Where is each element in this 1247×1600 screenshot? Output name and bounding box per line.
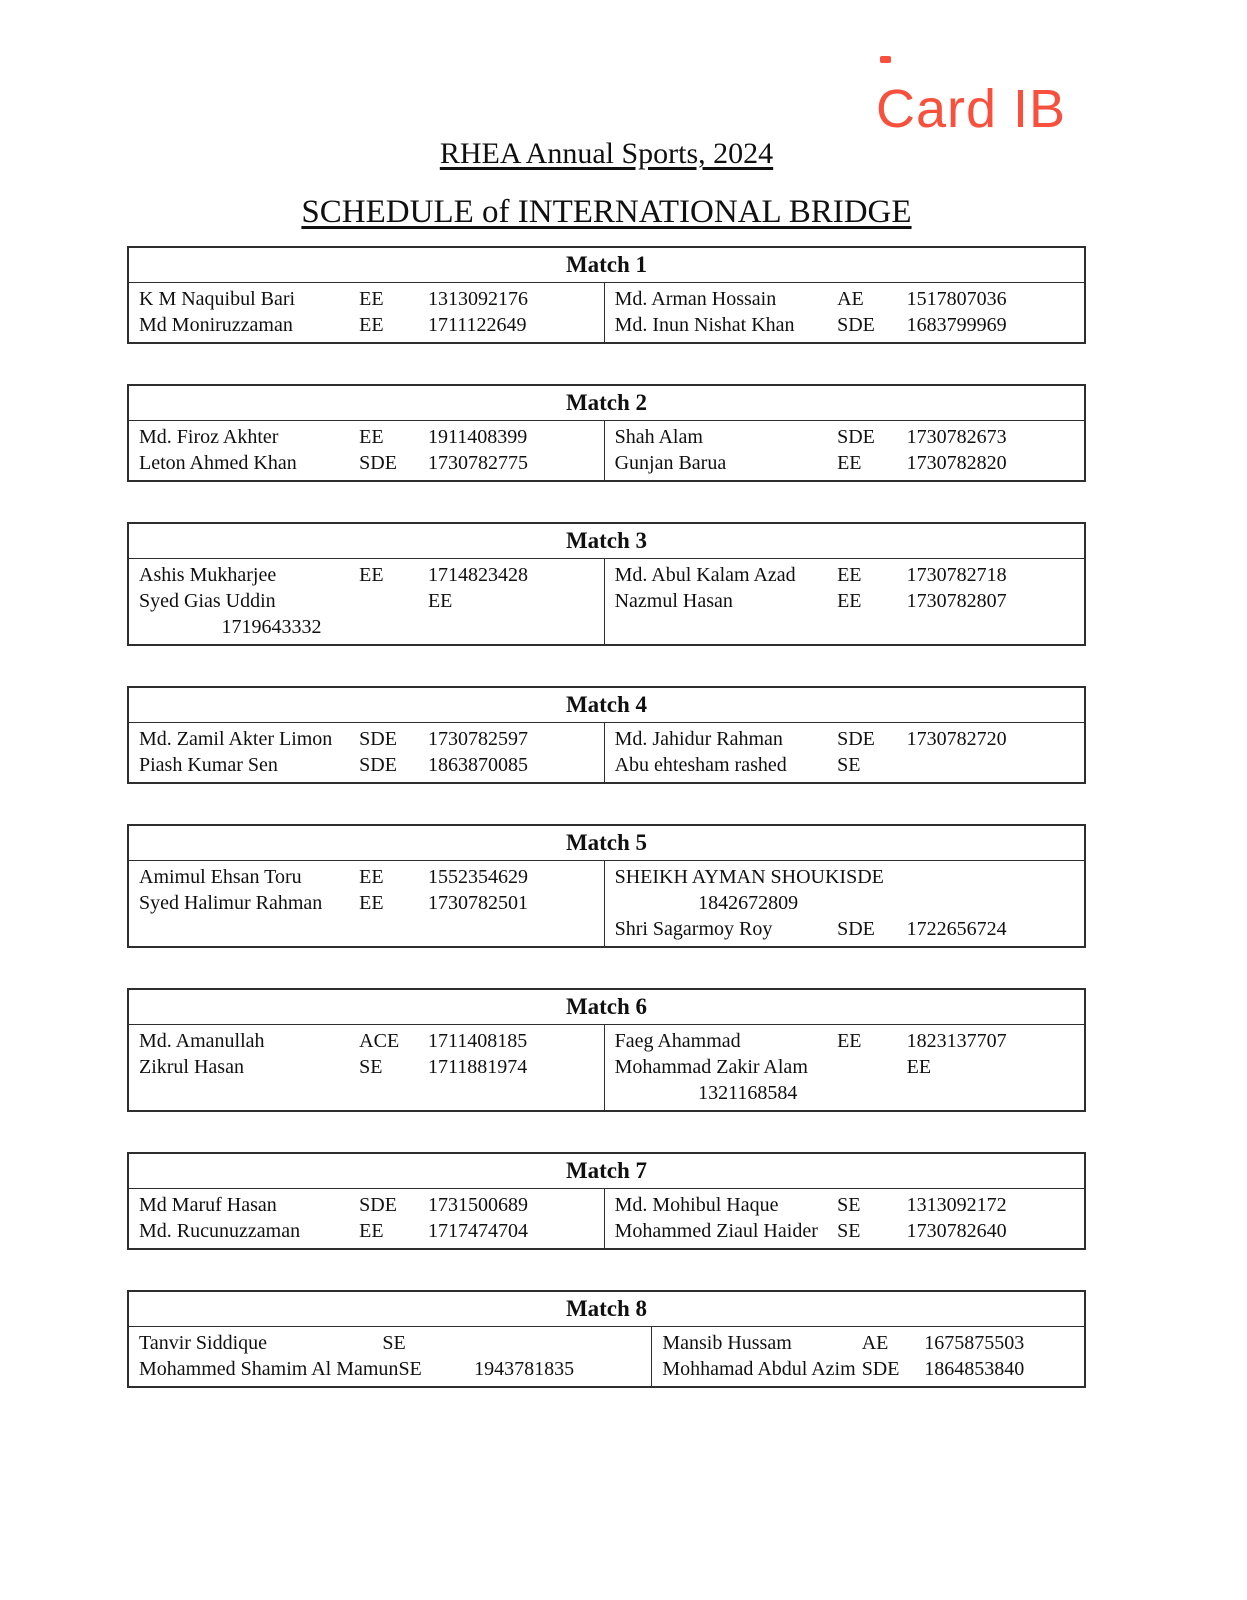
player-phone: 1722656724 bbox=[906, 918, 1007, 940]
player-name: Faeg Ahammad bbox=[614, 1030, 741, 1052]
team-left bbox=[129, 1189, 605, 1248]
player-designation: SDE bbox=[837, 426, 875, 448]
player-row bbox=[605, 890, 1084, 916]
player-name: Leton Ahmed Khan bbox=[139, 452, 297, 474]
match-section bbox=[127, 686, 1086, 784]
player-name: Abu ehtesham rashed bbox=[614, 754, 787, 776]
player-name: Mohammad Zakir Alam bbox=[614, 1056, 808, 1078]
player-designation: EE bbox=[359, 892, 384, 914]
player-designation: EE bbox=[837, 1030, 862, 1052]
player-phone: 1714823428 bbox=[427, 564, 528, 586]
player-name: K M Naquibul Bari bbox=[139, 288, 296, 310]
match-section bbox=[127, 384, 1086, 482]
player-row bbox=[129, 1218, 604, 1244]
player-designation: AE bbox=[861, 1332, 889, 1354]
player-phone: 1717474704 bbox=[427, 1220, 528, 1242]
match-section bbox=[127, 988, 1086, 1112]
team-left bbox=[129, 283, 605, 342]
player-designation: EE bbox=[359, 426, 384, 448]
player-phone: 1313092172 bbox=[906, 1194, 1007, 1216]
team-left bbox=[129, 559, 605, 644]
player-designation: SDE bbox=[837, 918, 875, 940]
player-row bbox=[129, 864, 604, 890]
player-designation: SDE bbox=[359, 754, 397, 776]
player-name: Md. Arman Hossain bbox=[614, 288, 777, 310]
match-title: Match 7 bbox=[129, 1154, 1084, 1189]
player-name: Mohammed Shamim Al Mamun bbox=[139, 1358, 399, 1380]
player-row bbox=[129, 1356, 651, 1382]
player-name: Md. Abul Kalam Azad bbox=[614, 564, 796, 586]
player-phone: 1911408399 bbox=[427, 426, 528, 448]
team-right bbox=[605, 421, 1084, 480]
player-phone: 1313092176 bbox=[427, 288, 528, 310]
match-body bbox=[129, 723, 1084, 782]
player-phone: 1730782820 bbox=[906, 452, 1007, 474]
player-phone: 1823137707 bbox=[906, 1030, 1007, 1052]
player-name: Md. Rucunuzzaman bbox=[139, 1220, 301, 1242]
player-designation: EE bbox=[359, 564, 384, 586]
player-row bbox=[129, 1054, 604, 1080]
player-name: Md. Jahidur Rahman bbox=[614, 728, 783, 750]
match-section bbox=[127, 1152, 1086, 1250]
player-name: Amimul Ehsan Toru bbox=[139, 866, 302, 888]
player-phone: 1731500689 bbox=[427, 1194, 528, 1216]
player-phone: 1517807036 bbox=[906, 288, 1007, 310]
player-row bbox=[605, 424, 1084, 450]
player-phone bbox=[907, 752, 1084, 778]
player-phone: 1730782775 bbox=[427, 452, 528, 474]
match-body bbox=[129, 559, 1084, 644]
team-right bbox=[605, 1189, 1084, 1248]
player-designation: EE bbox=[359, 866, 384, 888]
match-title: Match 2 bbox=[129, 386, 1084, 421]
player-row bbox=[129, 614, 604, 640]
player-phone-continued: 1842672809 bbox=[698, 892, 799, 914]
match-title: Match 6 bbox=[129, 990, 1084, 1025]
player-name: Mohammed Ziaul Haider bbox=[614, 1220, 818, 1242]
player-row bbox=[605, 588, 1084, 614]
match-section bbox=[127, 246, 1086, 344]
player-row bbox=[605, 1054, 1084, 1080]
player-row bbox=[652, 1356, 1084, 1382]
team-left bbox=[129, 1025, 605, 1110]
player-name: Md. Mohibul Haque bbox=[614, 1194, 779, 1216]
match-body bbox=[129, 421, 1084, 480]
team-left bbox=[129, 723, 605, 782]
player-designation: SDE bbox=[359, 728, 397, 750]
match-title: Match 5 bbox=[129, 826, 1084, 861]
player-row bbox=[605, 1218, 1084, 1244]
player-name: SHEIKH AYMAN SHOUKI bbox=[614, 866, 847, 888]
team-right bbox=[605, 283, 1084, 342]
player-name: Mohhamad Abdul Azim bbox=[662, 1358, 856, 1380]
match-title: Match 3 bbox=[129, 524, 1084, 559]
player-designation: EE bbox=[359, 1220, 384, 1242]
player-designation: EE bbox=[359, 314, 384, 336]
player-designation: AE bbox=[837, 288, 864, 310]
player-name: Md. Inun Nishat Khan bbox=[614, 314, 795, 336]
player-name: Shri Sagarmoy Roy bbox=[614, 918, 773, 940]
player-name: Md. Zamil Akter Limon bbox=[139, 728, 333, 750]
player-designation: SE bbox=[837, 754, 861, 776]
match-section bbox=[127, 824, 1086, 948]
player-name: Md. Amanullah bbox=[139, 1030, 265, 1052]
player-designation: SDE bbox=[846, 866, 884, 888]
player-name: Md. Firoz Akhter bbox=[139, 426, 279, 448]
player-phone: 1675875503 bbox=[924, 1332, 1025, 1354]
player-name: Md Moniruzzaman bbox=[139, 314, 293, 336]
player-phone: 1730782720 bbox=[906, 728, 1007, 750]
player-phone: 1552354629 bbox=[427, 866, 528, 888]
player-phone bbox=[458, 1330, 651, 1356]
player-designation: ACE bbox=[359, 1030, 400, 1052]
player-phone: 1864853840 bbox=[924, 1358, 1025, 1380]
player-designation bbox=[359, 588, 428, 614]
player-name: Syed Halimur Rahman bbox=[139, 892, 323, 914]
player-row bbox=[129, 1192, 604, 1218]
player-designation: SE bbox=[398, 1358, 422, 1380]
player-phone bbox=[916, 864, 1084, 890]
player-row bbox=[129, 1330, 651, 1356]
player-designation: SDE bbox=[359, 1194, 397, 1216]
match-body bbox=[129, 861, 1084, 946]
document-title: RHEA Annual Sports, 2024 bbox=[439, 137, 774, 170]
team-left bbox=[129, 421, 605, 480]
player-row bbox=[605, 752, 1084, 778]
player-row bbox=[605, 286, 1084, 312]
player-designation: SDE bbox=[837, 314, 875, 336]
player-row bbox=[129, 1028, 604, 1054]
player-row bbox=[605, 864, 1084, 890]
team-left bbox=[129, 1327, 652, 1386]
match-section bbox=[127, 1290, 1086, 1388]
match-body bbox=[129, 1189, 1084, 1248]
player-designation: SE bbox=[382, 1332, 406, 1354]
player-designation: EE bbox=[837, 452, 862, 474]
player-designation: SE bbox=[837, 1220, 861, 1242]
player-phone: 1863870085 bbox=[427, 754, 528, 776]
player-designation: EE bbox=[837, 590, 862, 612]
team-right bbox=[652, 1327, 1084, 1386]
player-name: Mansib Hussam bbox=[662, 1332, 792, 1354]
player-name: Zikrul Hasan bbox=[139, 1056, 244, 1078]
player-phone: 1730782640 bbox=[906, 1220, 1007, 1242]
player-designation: SDE bbox=[837, 728, 875, 750]
player-row bbox=[652, 1330, 1084, 1356]
player-row bbox=[129, 312, 604, 338]
player-name: Syed Gias Uddin bbox=[139, 590, 276, 612]
match-body bbox=[129, 283, 1084, 342]
player-phone: 1730782673 bbox=[906, 426, 1007, 448]
player-phone-continued: 1719643332 bbox=[221, 616, 322, 638]
team-right bbox=[605, 559, 1084, 644]
team-right bbox=[605, 1025, 1084, 1110]
player-phone: EE bbox=[906, 1056, 932, 1078]
player-designation: EE bbox=[837, 564, 862, 586]
player-row bbox=[129, 588, 604, 614]
team-right bbox=[605, 861, 1084, 946]
player-phone: 1711881974 bbox=[427, 1056, 528, 1078]
match-body bbox=[129, 1327, 1084, 1386]
player-row bbox=[605, 1080, 1084, 1106]
player-phone-continued: 1321168584 bbox=[698, 1082, 798, 1104]
player-row bbox=[605, 726, 1084, 752]
player-designation: EE bbox=[359, 288, 384, 310]
player-row bbox=[605, 916, 1084, 942]
player-phone: 1730782501 bbox=[427, 892, 528, 914]
player-phone: EE bbox=[427, 590, 453, 612]
player-designation: SE bbox=[837, 1194, 861, 1216]
player-designation: SDE bbox=[359, 452, 397, 474]
player-row bbox=[129, 450, 604, 476]
player-designation: SE bbox=[359, 1056, 383, 1078]
player-phone: 1711408185 bbox=[427, 1030, 528, 1052]
player-row bbox=[605, 562, 1084, 588]
player-phone: 1730782807 bbox=[906, 590, 1007, 612]
matches-container bbox=[127, 246, 1086, 1388]
team-right bbox=[605, 723, 1084, 782]
player-phone: 1943781835 bbox=[474, 1358, 575, 1380]
player-row bbox=[605, 312, 1084, 338]
card-label: Card IB bbox=[876, 79, 1067, 139]
player-phone: 1711122649 bbox=[427, 314, 527, 336]
player-name: Md Maruf Hasan bbox=[139, 1194, 277, 1216]
player-row bbox=[605, 1192, 1084, 1218]
player-row bbox=[129, 424, 604, 450]
match-title: Match 8 bbox=[129, 1292, 1084, 1327]
player-phone: 1730782718 bbox=[906, 564, 1007, 586]
player-row bbox=[129, 562, 604, 588]
player-row bbox=[605, 1028, 1084, 1054]
player-designation bbox=[837, 1054, 907, 1080]
player-name: Nazmul Hasan bbox=[614, 590, 733, 612]
match-section bbox=[127, 522, 1086, 646]
player-name: Piash Kumar Sen bbox=[139, 754, 278, 776]
player-designation: SDE bbox=[861, 1358, 900, 1380]
player-name: Shah Alam bbox=[614, 426, 703, 448]
document-subtitle: SCHEDULE of INTERNATIONAL BRIDGE bbox=[301, 194, 912, 230]
schedule-document bbox=[127, 0, 1086, 1428]
player-row bbox=[605, 450, 1084, 476]
player-phone: 1683799969 bbox=[906, 314, 1007, 336]
match-body bbox=[129, 1025, 1084, 1110]
player-row bbox=[129, 752, 604, 778]
player-name: Gunjan Barua bbox=[614, 452, 727, 474]
player-row bbox=[129, 286, 604, 312]
player-row bbox=[129, 726, 604, 752]
match-title: Match 4 bbox=[129, 688, 1084, 723]
player-name: Tanvir Siddique bbox=[139, 1332, 268, 1354]
player-name: Ashis Mukharjee bbox=[139, 564, 277, 586]
player-phone: 1730782597 bbox=[427, 728, 528, 750]
match-title: Match 1 bbox=[129, 248, 1084, 283]
team-left bbox=[129, 861, 605, 946]
player-row bbox=[129, 890, 604, 916]
